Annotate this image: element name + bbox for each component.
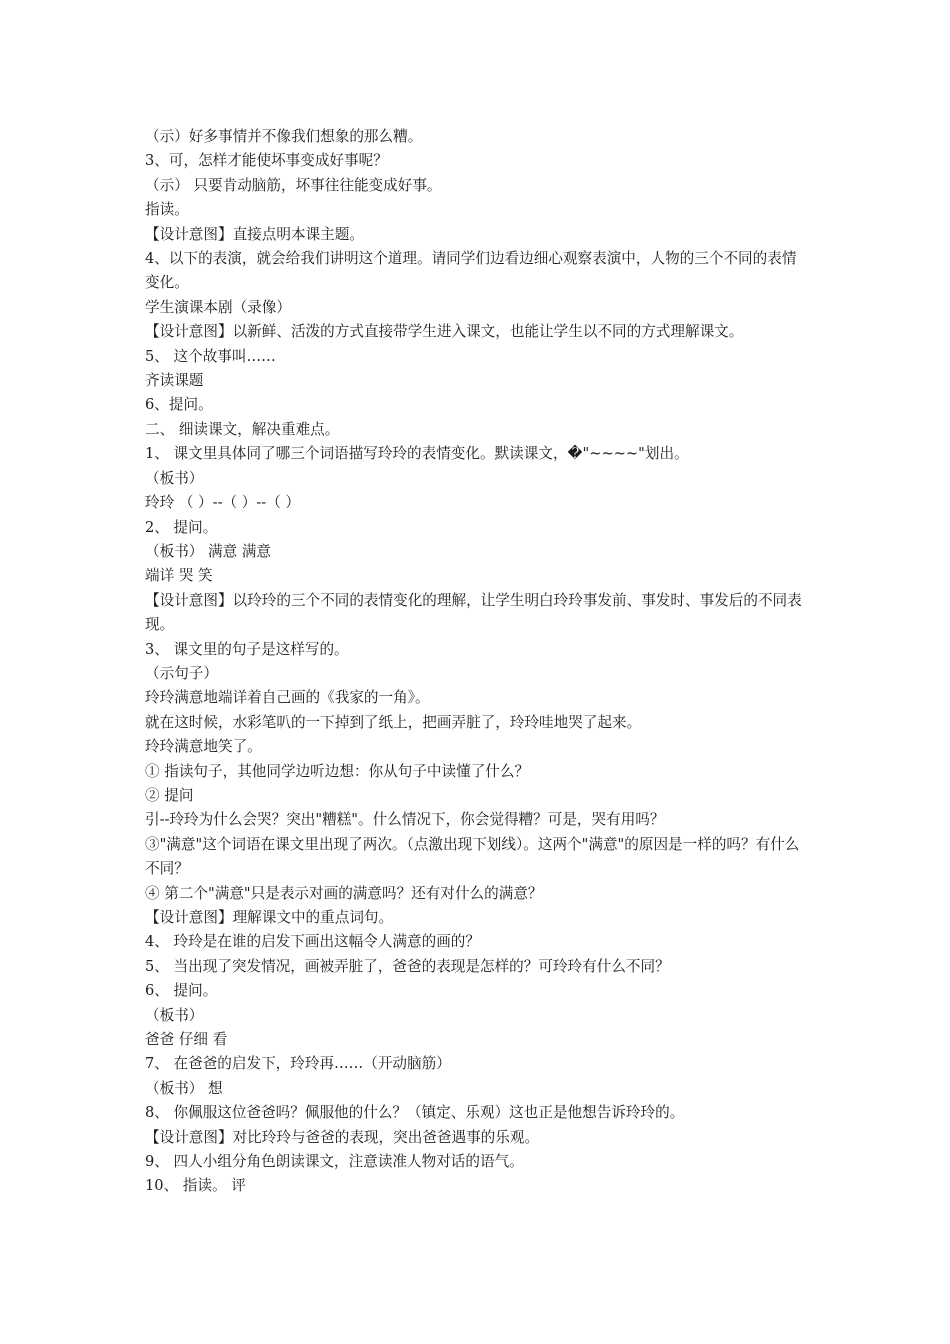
text-line: （板书） 想 bbox=[145, 1079, 223, 1097]
text-line: 9、 四人小组分角色朗读课文，注意读准人物对话的语气。 bbox=[145, 1153, 524, 1171]
text-line: 10、 指读。 评 bbox=[145, 1177, 246, 1195]
design-intent-line: 【设计意图】以新鲜、活泼的方式直接带学生进入课文，也能让学生以不同的方式理解课文。 bbox=[145, 323, 744, 341]
text-line: 端详 哭 笑 bbox=[145, 567, 213, 585]
design-intent-paragraph: 【设计意图】以玲玲的三个不同的表情变化的理解，让学生明白玲玲事发前、事发时、事发后的不同表现。 bbox=[145, 591, 802, 634]
text-line: 引--玲玲为什么会哭？突出"糟糕"。什么情况下，你会觉得糟？可是，哭有用吗？ bbox=[145, 811, 665, 829]
text-line: 玲玲满意地端详着自己画的《我家的一角》。 bbox=[145, 689, 430, 707]
text-line: 2、 提问。 bbox=[145, 518, 218, 536]
text-line: （示） 只要肯动脑筋，坏事往往能变成好事。 bbox=[145, 176, 442, 194]
text-line: （板书） bbox=[145, 469, 204, 487]
text-line: （板书） 满意 满意 bbox=[145, 542, 272, 560]
design-intent-line: 【设计意图】理解课文中的重点词句。 bbox=[145, 909, 394, 926]
text-line: 5、 当出现了突发情况，画被弄脏了，爸爸的表现是怎样的？可玲玲有什么不同？ bbox=[145, 957, 670, 975]
text-line: 爸爸 仔细 看 bbox=[145, 1031, 228, 1049]
text-line: 4、 玲玲是在谁的启发下画出这幅令人满意的画的？ bbox=[145, 933, 480, 951]
text-line: （示句子） bbox=[145, 664, 218, 682]
text-line: 齐读课题 bbox=[145, 372, 204, 390]
text-line: 6、 提问。 bbox=[145, 982, 218, 1000]
design-intent-line: 【设计意图】对比玲玲与爸爸的表现，突出爸爸遇事的乐观。 bbox=[145, 1128, 540, 1146]
text-paragraph: 4、以下的表演，就会给我们讲明这个道理。请同学们边看边细心观察表演中，人物的三个不同的表情变化。 bbox=[145, 250, 797, 292]
document-body bbox=[145, 125, 810, 1199]
text-line: ① 指读句子，其他同学边听边想：你从句子中读懂了什么？ bbox=[145, 762, 530, 780]
text-line: 玲玲满意地笑了。 bbox=[145, 738, 262, 756]
text-line: 8、 你佩服这位爸爸吗？佩服他的什么？（镇定、乐观）这也正是他想告诉玲玲的。 bbox=[145, 1104, 685, 1122]
section-heading: 二、 细读课文，解决重难点。 bbox=[145, 420, 340, 438]
design-intent-line: 【设计意图】直接点明本课主题。 bbox=[145, 225, 364, 243]
text-line: （示）好多事情并不像我们想象的那么糟。 bbox=[145, 128, 423, 145]
text-line: 1、 课文里具体同了哪三个词语描写玲玲的表情变化。默读课文，�"~~~~"划出。 bbox=[145, 445, 689, 463]
text-line: 6、提问。 bbox=[145, 396, 213, 414]
text-line: ④ 第二个"满意"只是表示对画的满意吗？还有对什么的满意？ bbox=[145, 884, 543, 902]
text-line: 5、 这个故事叫…… bbox=[145, 347, 276, 365]
text-line: 7、 在爸爸的启发下，玲玲再……（开动脑筋） bbox=[145, 1055, 451, 1073]
text-line: （板书） bbox=[145, 1006, 204, 1024]
text-line: 学生演课本剧（录像） bbox=[145, 298, 291, 316]
text-line: 3、 课文里的句子是这样写的。 bbox=[145, 640, 349, 658]
text-paragraph: ③"满意"这个词语在课文里出现了两次。（点激出现下划线）。这两个"满意"的原因是一样的吗？有什么不同？ bbox=[145, 835, 800, 878]
text-line: 玲玲 （ ）--（ ）--（ ） bbox=[145, 494, 301, 512]
text-line: ② 提问 bbox=[145, 786, 194, 804]
text-line: 指读。 bbox=[145, 201, 189, 219]
text-line: 就在这时候，水彩笔叭的一下掉到了纸上，把画弄脏了，玲玲哇地哭了起来。 bbox=[145, 713, 642, 731]
text-line: 3、可，怎样才能使坏事变成好事呢？ bbox=[145, 152, 388, 170]
